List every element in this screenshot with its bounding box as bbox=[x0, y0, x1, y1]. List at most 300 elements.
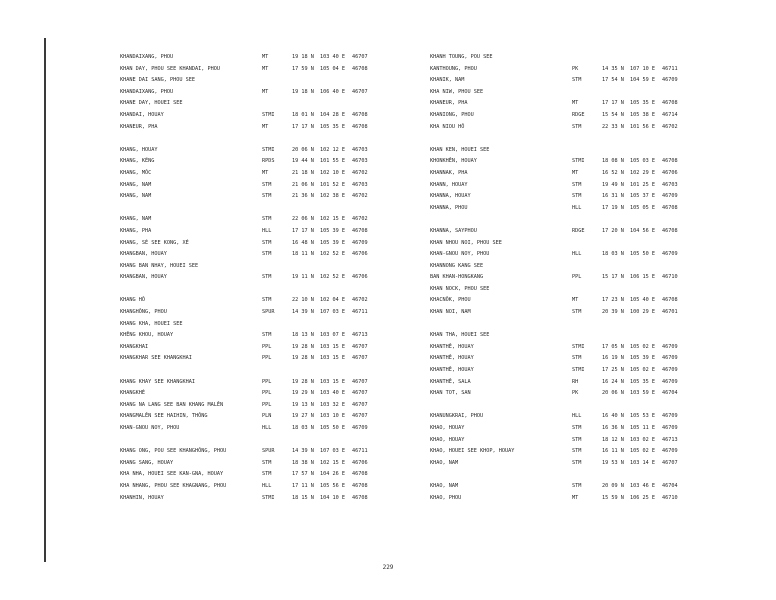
map-sheet: 46709 bbox=[662, 193, 678, 200]
latitude: 16 31 N bbox=[602, 193, 624, 200]
place-name: KHANG, KẼNG bbox=[120, 158, 155, 165]
longitude: 101 55 E bbox=[320, 158, 345, 165]
map-sheet: 46703 bbox=[352, 158, 368, 165]
feature-code: HLL bbox=[262, 425, 272, 431]
gazetteer-entry bbox=[120, 122, 460, 134]
row-spacer bbox=[120, 203, 460, 215]
longitude: 101 56 E bbox=[630, 123, 655, 130]
latitude: 16 11 N bbox=[602, 448, 624, 455]
latitude: 16 24 N bbox=[602, 378, 624, 385]
longitude: 104 10 E bbox=[320, 494, 345, 501]
feature-code: PPL bbox=[572, 274, 582, 281]
place-name: KHANNA, SAYPHOU bbox=[430, 227, 477, 234]
latitude: 20 09 N bbox=[602, 482, 624, 489]
gazetteer-entry bbox=[430, 226, 770, 238]
latitude: 19 44 N bbox=[292, 158, 314, 165]
gazetteer-entry bbox=[120, 87, 460, 99]
longitude: 105 39 E bbox=[630, 355, 655, 362]
latitude: 18 11 N bbox=[292, 251, 314, 258]
map-sheet: 46707 bbox=[352, 54, 368, 60]
place-name: KHANN, HOUAY bbox=[430, 181, 468, 188]
place-name: KHAO, HOUEI SEE KHOP, HOUAY bbox=[430, 448, 515, 455]
map-sheet: 46708 bbox=[662, 227, 678, 234]
map-sheet: 46706 bbox=[662, 169, 678, 176]
map-sheet: 46702 bbox=[352, 297, 368, 304]
gazetteer-entry bbox=[430, 295, 770, 307]
latitude: 16 19 N bbox=[602, 355, 624, 362]
latitude: 21 36 N bbox=[292, 193, 314, 200]
feature-code: STMI bbox=[262, 494, 275, 501]
gazetteer-column-right bbox=[430, 52, 770, 504]
place-name: KHANGKHAI bbox=[120, 343, 149, 350]
feature-code: STM bbox=[262, 239, 272, 246]
place-name: KHANGBAN, HOUAY bbox=[120, 251, 167, 258]
place-name: KHAN TOT, SAN bbox=[430, 390, 471, 397]
place-name: KHANTHÊ, SALA bbox=[430, 378, 471, 385]
map-sheet: 46704 bbox=[662, 482, 678, 489]
gazetteer-entry bbox=[430, 203, 770, 215]
gazetteer-entry bbox=[120, 377, 460, 389]
feature-code: STM bbox=[262, 251, 272, 258]
gazetteer-entry bbox=[430, 238, 770, 250]
latitude: 19 18 N bbox=[292, 88, 314, 95]
latitude: 17 54 N bbox=[602, 77, 624, 84]
longitude: 102 10 E bbox=[320, 169, 345, 176]
feature-code: STMI bbox=[262, 146, 275, 153]
row-spacer bbox=[120, 284, 460, 296]
latitude: 18 03 N bbox=[292, 425, 314, 431]
feature-code: STM bbox=[572, 482, 582, 489]
map-sheet: 46703 bbox=[352, 181, 368, 188]
gazetteer-entry bbox=[430, 156, 770, 168]
longitude: 104 56 E bbox=[630, 227, 655, 234]
longitude: 105 50 E bbox=[630, 251, 655, 258]
feature-code: PPL bbox=[262, 343, 272, 350]
feature-code: STMI bbox=[572, 367, 585, 374]
place-name: KHANHIN, HOUAY bbox=[120, 494, 164, 501]
gazetteer-entry bbox=[120, 145, 460, 157]
latitude: 14 39 N bbox=[292, 448, 314, 455]
place-name: KHANG, SÉ SEE KONG, XÉ bbox=[120, 239, 189, 246]
latitude: 16 48 N bbox=[292, 239, 314, 246]
place-name: KHANG ONG, POU SEE KHANGHÔNG, PHOU bbox=[120, 448, 227, 455]
place-name: KHANTHÊ, HOUAY bbox=[430, 343, 474, 350]
row-spacer bbox=[430, 469, 770, 481]
gazetteer-entry bbox=[430, 168, 770, 180]
map-sheet: 46708 bbox=[352, 111, 368, 118]
feature-code: STM bbox=[572, 436, 582, 443]
map-sheet: 46703 bbox=[352, 146, 368, 153]
longitude: 103 10 E bbox=[320, 413, 345, 420]
latitude: 19 28 N bbox=[292, 378, 314, 385]
longitude: 102 04 E bbox=[320, 297, 345, 304]
feature-code: STM bbox=[572, 459, 582, 466]
place-name: KHACNÔK, PHOU bbox=[430, 297, 471, 304]
gazetteer-entry bbox=[430, 458, 770, 470]
place-name: KHAN-GNOU NOY, PHOU bbox=[430, 251, 490, 258]
longitude: 103 02 E bbox=[630, 436, 655, 443]
place-name: KHAN NHOU NOI, PHOU SEE bbox=[430, 239, 502, 246]
place-name: KHANUNGKRAI, PHOU bbox=[430, 413, 484, 420]
latitude: 19 28 N bbox=[292, 343, 314, 350]
gazetteer-entry bbox=[120, 180, 460, 192]
longitude: 105 04 E bbox=[320, 65, 345, 72]
map-sheet: 46708 bbox=[352, 482, 368, 489]
gazetteer-entry bbox=[430, 145, 770, 157]
place-name: KHAN DAY, PHOU SEE KHANDAI, PHOU bbox=[120, 65, 220, 72]
gazetteer-entry bbox=[120, 238, 460, 250]
place-name: KHANIK, NAM bbox=[430, 77, 465, 84]
gazetteer-entry bbox=[120, 411, 460, 423]
longitude: 105 38 E bbox=[630, 111, 655, 118]
longitude: 105 02 E bbox=[630, 343, 655, 350]
place-name: KHONKHÊN, HOUAY bbox=[430, 158, 477, 165]
map-sheet: 46709 bbox=[352, 239, 368, 246]
map-sheet: 46711 bbox=[662, 65, 678, 72]
place-name: KHANNAK, PHA bbox=[430, 169, 468, 176]
feature-code: STM bbox=[262, 297, 272, 304]
gazetteer-entry bbox=[120, 226, 460, 238]
gazetteer-entry bbox=[430, 330, 770, 342]
gazetteer-entry bbox=[430, 272, 770, 284]
place-name: KHANG NA LANG SEE BAN KHANG MALÊN bbox=[120, 401, 224, 408]
latitude: 18 08 N bbox=[602, 158, 624, 165]
feature-code: STM bbox=[572, 123, 582, 130]
feature-code: STM bbox=[262, 181, 272, 188]
place-name: KHA NHANG, PHOU SEE KHAGNANG, PHOU bbox=[120, 482, 227, 489]
gazetteer-entry bbox=[120, 342, 460, 354]
row-spacer bbox=[430, 133, 770, 145]
gazetteer-entry bbox=[430, 377, 770, 389]
feature-code: RPDS bbox=[262, 158, 275, 165]
longitude: 105 53 E bbox=[630, 413, 655, 420]
latitude: 21 18 N bbox=[292, 169, 314, 176]
map-sheet: 46708 bbox=[352, 65, 368, 72]
place-name: KHANGKHÉ bbox=[120, 390, 145, 397]
map-sheet: 46713 bbox=[662, 436, 678, 443]
gazetteer-entry bbox=[430, 307, 770, 319]
place-name: KHA NIOU HÔ bbox=[430, 123, 465, 130]
longitude: 104 28 E bbox=[320, 111, 345, 118]
place-name: KHANGKHAR SEE KHANGKHAI bbox=[120, 355, 192, 362]
place-name: KHA NHA, HOUEI SEE KAN-GNA, HOUAY bbox=[120, 471, 224, 478]
place-name: KHANNONG KANG SEE bbox=[430, 262, 484, 269]
place-name: KHANG, MÔC bbox=[120, 169, 152, 176]
feature-code: PK bbox=[572, 65, 579, 72]
map-sheet: 46706 bbox=[352, 459, 368, 466]
longitude: 102 15 E bbox=[320, 459, 345, 466]
place-name: KHANG, NAM bbox=[120, 216, 152, 223]
place-name: KHANG, NAM bbox=[120, 193, 152, 200]
feature-code: STM bbox=[572, 193, 582, 200]
map-sheet: 46709 bbox=[662, 367, 678, 374]
gazetteer-entry bbox=[120, 168, 460, 180]
gazetteer-entry bbox=[120, 272, 460, 284]
latitude: 19 28 N bbox=[292, 355, 314, 362]
longitude: 105 35 E bbox=[320, 123, 345, 130]
feature-code: STM bbox=[572, 77, 582, 84]
longitude: 102 12 E bbox=[320, 146, 345, 153]
map-sheet: 46708 bbox=[352, 227, 368, 234]
longitude: 102 52 E bbox=[320, 251, 345, 258]
map-sheet: 46702 bbox=[662, 123, 678, 130]
longitude: 105 39 E bbox=[320, 227, 345, 234]
gazetteer-entry bbox=[120, 481, 460, 493]
longitude: 107 03 E bbox=[320, 448, 345, 455]
latitude: 19 13 N bbox=[292, 401, 314, 408]
latitude: 17 25 N bbox=[602, 367, 624, 374]
gazetteer-entry bbox=[120, 469, 460, 481]
feature-code: STM bbox=[262, 471, 272, 478]
longitude: 105 37 E bbox=[630, 193, 655, 200]
map-sheet: 46709 bbox=[662, 77, 678, 84]
latitude: 17 59 N bbox=[292, 65, 314, 72]
latitude: 18 15 N bbox=[292, 494, 314, 501]
map-sheet: 46708 bbox=[352, 123, 368, 130]
latitude: 22 06 N bbox=[292, 216, 314, 223]
feature-code: SPUR bbox=[262, 309, 275, 316]
latitude: 19 53 N bbox=[602, 459, 624, 466]
place-name: KHAN KEN, HOUEI SEE bbox=[430, 146, 490, 153]
row-spacer bbox=[430, 319, 770, 331]
gazetteer-entry bbox=[120, 156, 460, 168]
map-sheet: 46702 bbox=[352, 193, 368, 200]
latitude: 14 35 N bbox=[602, 65, 624, 72]
latitude: 17 57 N bbox=[292, 471, 314, 478]
feature-code: MT bbox=[572, 494, 579, 501]
latitude: 19 29 N bbox=[292, 390, 314, 397]
map-sheet: 46708 bbox=[352, 494, 368, 501]
latitude: 19 11 N bbox=[292, 274, 314, 281]
map-sheet: 46714 bbox=[662, 111, 678, 118]
gazetteer-entry bbox=[430, 75, 770, 87]
longitude: 105 35 E bbox=[630, 378, 655, 385]
longitude: 103 59 E bbox=[630, 390, 655, 397]
longitude: 104 26 E bbox=[320, 471, 345, 478]
longitude: 105 11 E bbox=[630, 425, 655, 431]
feature-code: HLL bbox=[572, 251, 582, 258]
map-sheet: 46713 bbox=[352, 332, 368, 339]
map-sheet: 46708 bbox=[662, 204, 678, 211]
map-sheet: 46701 bbox=[662, 309, 678, 316]
place-name: KHANEUR, PHA bbox=[120, 123, 158, 130]
map-sheet: 46702 bbox=[352, 169, 368, 176]
feature-code: HLL bbox=[572, 413, 582, 420]
latitude: 18 01 N bbox=[292, 111, 314, 118]
feature-code: MT bbox=[262, 123, 269, 130]
place-name: KHAN-GNOU NOY, PHOU bbox=[120, 425, 180, 431]
latitude: 17 19 N bbox=[602, 204, 624, 211]
feature-code: RDGE bbox=[572, 111, 585, 118]
map-sheet: 46711 bbox=[352, 448, 368, 455]
gazetteer-entry bbox=[430, 98, 770, 110]
place-name: KHA NIW, PHOU SEE bbox=[430, 88, 484, 95]
gazetteer-entry bbox=[120, 307, 460, 319]
gazetteer-entry bbox=[120, 423, 460, 435]
feature-code: STM bbox=[262, 216, 272, 223]
place-name: KHANG, NAM bbox=[120, 181, 152, 188]
feature-code: STM bbox=[262, 459, 272, 466]
feature-code: MT bbox=[572, 297, 579, 304]
map-sheet: 46709 bbox=[352, 425, 368, 431]
longitude: 103 15 E bbox=[320, 378, 345, 385]
latitude: 21 06 N bbox=[292, 181, 314, 188]
longitude: 102 52 E bbox=[320, 274, 345, 281]
gazetteer-entry bbox=[430, 423, 770, 435]
place-name: KANTHOUNG, PHOU bbox=[430, 65, 477, 72]
feature-code: MT bbox=[262, 65, 269, 72]
gazetteer-entry bbox=[430, 365, 770, 377]
latitude: 18 13 N bbox=[292, 332, 314, 339]
gazetteer-entry bbox=[120, 261, 460, 273]
longitude: 105 02 E bbox=[630, 367, 655, 374]
latitude: 15 59 N bbox=[602, 494, 624, 501]
latitude: 17 17 N bbox=[292, 227, 314, 234]
feature-code: RDGE bbox=[572, 227, 585, 234]
feature-code: STMI bbox=[262, 111, 275, 118]
gazetteer-entry bbox=[120, 458, 460, 470]
latitude: 20 06 N bbox=[602, 390, 624, 397]
longitude: 100 29 E bbox=[630, 309, 655, 316]
gazetteer-entry bbox=[430, 388, 770, 400]
latitude: 22 10 N bbox=[292, 297, 314, 304]
gazetteer-entry bbox=[120, 295, 460, 307]
longitude: 103 07 E bbox=[320, 332, 345, 339]
map-sheet: 46710 bbox=[662, 274, 678, 281]
row-spacer bbox=[120, 365, 460, 377]
map-sheet: 46707 bbox=[352, 355, 368, 362]
place-name: KHANGBAN, HOUAY bbox=[120, 274, 167, 281]
gazetteer-entry bbox=[120, 75, 460, 87]
longitude: 102 38 E bbox=[320, 193, 345, 200]
gazetteer-entry bbox=[430, 64, 770, 76]
row-spacer bbox=[430, 400, 770, 412]
map-sheet: 46709 bbox=[662, 448, 678, 455]
place-name: KHAN NOCK, PHOU SEE bbox=[430, 285, 490, 292]
feature-code: MT bbox=[572, 169, 579, 176]
place-name: KHANTHÊ, HOUAY bbox=[430, 355, 474, 362]
gazetteer-entry bbox=[430, 191, 770, 203]
gazetteer-entry bbox=[120, 191, 460, 203]
feature-code: STM bbox=[262, 332, 272, 339]
row-spacer bbox=[120, 435, 460, 447]
longitude: 105 03 E bbox=[630, 158, 655, 165]
feature-code: MT bbox=[262, 88, 269, 95]
map-sheet: 46707 bbox=[352, 401, 368, 408]
gazetteer-entry bbox=[120, 400, 460, 412]
latitude: 19 27 N bbox=[292, 413, 314, 420]
latitude: 19 18 N bbox=[292, 54, 314, 60]
place-name: KHANEUR, PHA bbox=[430, 100, 468, 107]
longitude: 103 40 E bbox=[320, 54, 345, 60]
map-sheet: 46709 bbox=[662, 355, 678, 362]
latitude: 20 39 N bbox=[602, 309, 624, 316]
feature-code: STM bbox=[572, 355, 582, 362]
map-sheet: 46709 bbox=[662, 251, 678, 258]
longitude: 105 50 E bbox=[320, 425, 345, 431]
place-name: KHAO, HOUAY bbox=[430, 425, 465, 431]
map-sheet: 46706 bbox=[352, 274, 368, 281]
longitude: 103 14 E bbox=[630, 459, 655, 466]
map-sheet: 46710 bbox=[662, 494, 678, 501]
map-sheet: 46708 bbox=[352, 471, 368, 478]
map-sheet: 46709 bbox=[662, 343, 678, 350]
place-name: KHANTHÊ, HOUAY bbox=[430, 367, 474, 374]
page-number: 229 bbox=[382, 564, 394, 571]
place-name: KHAO, NAM bbox=[430, 482, 459, 489]
place-name: KHAO, PHOU bbox=[430, 494, 462, 501]
row-spacer bbox=[120, 133, 460, 145]
place-name: KHANG SANG, HOUAY bbox=[120, 459, 174, 466]
gazetteer-entry bbox=[430, 446, 770, 458]
map-sheet: 46706 bbox=[352, 251, 368, 258]
latitude: 16 52 N bbox=[602, 169, 624, 176]
place-name: KHANH TOUNG, POU SEE bbox=[430, 54, 493, 60]
longitude: 105 56 E bbox=[320, 482, 345, 489]
gazetteer-column-left bbox=[120, 52, 460, 504]
longitude: 106 40 E bbox=[320, 88, 345, 95]
latitude: 15 54 N bbox=[602, 111, 624, 118]
longitude: 106 15 E bbox=[630, 274, 655, 281]
place-name: KHANNA, HOUAY bbox=[430, 193, 471, 200]
feature-code: SPUR bbox=[262, 448, 275, 455]
feature-code: MT bbox=[572, 100, 579, 107]
map-sheet: 46707 bbox=[352, 378, 368, 385]
longitude: 101 52 E bbox=[320, 181, 345, 188]
gazetteer-entry bbox=[430, 284, 770, 296]
map-sheet: 46707 bbox=[662, 459, 678, 466]
feature-code: PLN bbox=[262, 413, 272, 420]
place-name: KHANG, HOUAY bbox=[120, 146, 158, 153]
gazetteer-entry bbox=[120, 214, 460, 226]
gazetteer-entry bbox=[430, 481, 770, 493]
place-name: KHANG KHAY SEE KHANGKHAI bbox=[120, 378, 195, 385]
feature-code: HLL bbox=[262, 482, 272, 489]
place-name: KHAO, HOUAY bbox=[430, 436, 465, 443]
longitude: 103 46 E bbox=[630, 482, 655, 489]
latitude: 18 12 N bbox=[602, 436, 624, 443]
place-name: KHANDAIXANG, PHOU bbox=[120, 54, 174, 60]
gazetteer-entry bbox=[120, 446, 460, 458]
feature-code: STM bbox=[572, 309, 582, 316]
gazetteer-entry bbox=[430, 261, 770, 273]
map-sheet: 46709 bbox=[662, 425, 678, 431]
place-name: KHAN THA, HOUEI SEE bbox=[430, 332, 490, 339]
place-name: KHANNA, PHOU bbox=[430, 204, 468, 211]
gazetteer-entry bbox=[430, 435, 770, 447]
place-name: KHANE DAY, HOUEI SEE bbox=[120, 100, 183, 107]
map-sheet: 46711 bbox=[352, 309, 368, 316]
feature-code: HLL bbox=[572, 204, 582, 211]
place-name: KHANG HÔ bbox=[120, 297, 145, 304]
map-sheet: 46702 bbox=[352, 216, 368, 223]
gazetteer-entry bbox=[120, 249, 460, 261]
map-sheet: 46708 bbox=[662, 158, 678, 165]
latitude: 18 38 N bbox=[292, 459, 314, 466]
latitude: 20 06 N bbox=[292, 146, 314, 153]
longitude: 105 35 E bbox=[630, 100, 655, 107]
gazetteer-entry bbox=[120, 98, 460, 110]
map-sheet: 46707 bbox=[352, 413, 368, 420]
latitude: 16 40 N bbox=[602, 413, 624, 420]
place-name: KHANG, PHA bbox=[120, 227, 152, 234]
place-name: KHANGHÔNG, PHOU bbox=[120, 309, 167, 316]
gazetteer-entry bbox=[430, 353, 770, 365]
place-name: KHANDAIXANG, PHOU bbox=[120, 88, 174, 95]
map-sheet: 46704 bbox=[662, 390, 678, 397]
gazetteer-entry bbox=[430, 122, 770, 134]
feature-code: STMI bbox=[572, 158, 585, 165]
